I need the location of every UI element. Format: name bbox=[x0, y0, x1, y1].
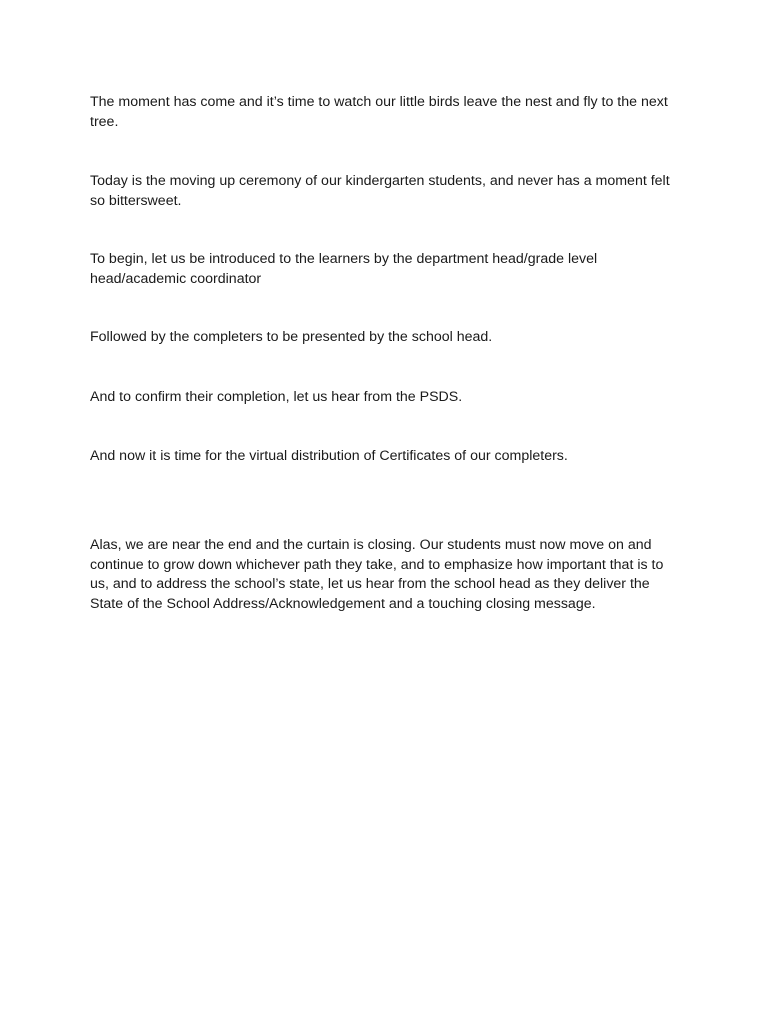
paragraph-confirmation: And to confirm their completion, let us hear from the PSDS. bbox=[90, 389, 463, 405]
paragraph-intro: The moment has come and it’s time to watch our little birds leave the nest and fly to the next tree. bbox=[90, 94, 668, 130]
paragraph-ceremony: Today is the moving up ceremony of our kindergarten students, and never has a moment felt so bittersweet. bbox=[90, 173, 670, 209]
paragraph-certificates: And now it is time for the virtual distribution of Certificates of our completers. bbox=[90, 448, 568, 464]
paragraph-closing: Alas, we are near the end and the curtain is closing. Our students must now move on and continue to grow down whichever path they take, and to emphasize how important that is to us, and to address the school’s state, let us hear from the school head as they deliver the State of the School Address/Acknowledgement and a touching closing message. bbox=[90, 537, 664, 612]
paragraph-introduction-of-learners: To begin, let us be introduced to the learners by the department head/grade level head/academic coordinator bbox=[90, 251, 598, 287]
paragraph-presentation-of-completers: Followed by the completers to be presented by the school head. bbox=[90, 329, 493, 345]
